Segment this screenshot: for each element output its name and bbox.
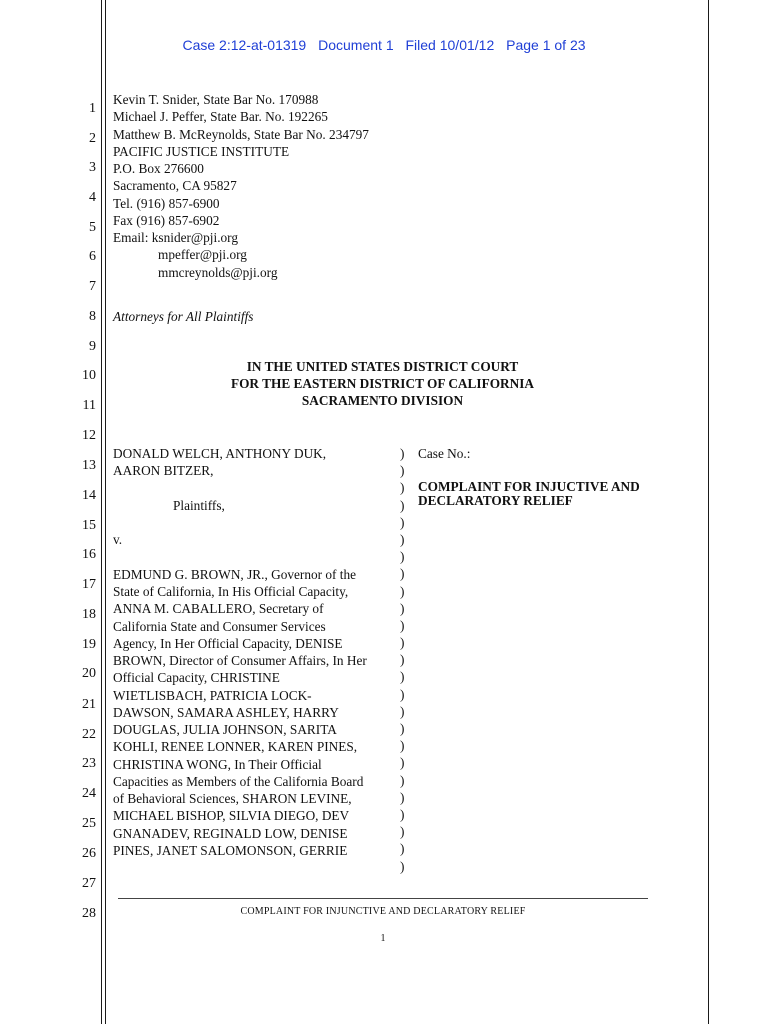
line-number: 19 [82,637,96,652]
paren-mark: ) [400,463,405,479]
paren-mark: ) [400,497,405,513]
line-number: 14 [82,488,96,503]
email-line: Email: ksnider@pji.org [113,230,239,245]
line-number: 20 [82,666,96,681]
paren-mark: ) [400,824,405,840]
paren-mark: ) [400,858,405,874]
paren-mark: ) [400,531,405,547]
paren-mark: ) [400,600,405,616]
line-number: 7 [89,279,96,294]
case-number: Case 2:12-at-01319 [182,37,307,53]
defendant-line: Capacities as Members of the California Board [113,774,364,789]
paren-mark: ) [400,772,405,788]
email-line: mpeffer@pji.org [158,247,247,262]
paren-mark: ) [400,583,405,599]
page-number: 1 [380,933,386,944]
firm-address-line: P.O. Box 276600 [113,161,204,176]
email-line: mmcreynolds@pji.org [158,265,278,280]
paren-mark: ) [400,841,405,857]
defendant-line: KOHLI, RENEE LONNER, KAREN PINES, [113,739,358,754]
defendant-line: MICHAEL BISHOP, SILVIA DIEGO, DEV [113,808,350,823]
paren-mark: ) [400,635,405,651]
case-no-label: Case No.: [418,446,471,461]
paren-mark: ) [400,755,405,771]
attorney-line: Michael J. Peffer, State Bar. No. 192265 [113,109,328,124]
defendant-line: DAWSON, SAMARA ASHLEY, HARRY [113,705,339,720]
paren-mark: ) [400,686,405,702]
filed-date: Filed 10/01/12 [405,37,495,53]
defendant-line: Agency, In Her Official Capacity, DENISE [113,636,343,651]
caption-parentheses [400,445,410,875]
line-number: 15 [82,518,96,533]
defendant-line: EDMUND G. BROWN, JR., Governor of the [113,567,357,582]
paren-mark: ) [400,549,405,565]
line-number: 13 [82,458,96,473]
court-title-line: FOR THE EASTERN DISTRICT OF CALIFORNIA [230,376,535,392]
versus: v. [113,532,123,547]
document-number: Document 1 [318,37,394,53]
footer-title: COMPLAINT FOR INJUNCTIVE AND DECLARATORY RELIEF [240,906,526,917]
court-title-line: SACRAMENTO DIVISION [301,393,464,409]
paren-mark: ) [400,446,405,461]
defendant-line: DOUGLAS, JULIA JOHNSON, SARITA [113,722,337,737]
defendant-line: GNANADEV, REGINALD LOW, DENISE [113,826,348,841]
firm-name: PACIFIC JUSTICE INSTITUTE [113,144,290,159]
defendant-line: BROWN, Director of Consumer Affairs, In Her [113,653,367,668]
footer-rule [118,898,648,899]
paren-mark: ) [400,721,405,736]
defendant-line: Official Capacity, CHRISTINE [113,670,280,685]
page-indicator: Page 1 of 23 [506,37,586,53]
line-number: 8 [89,309,96,324]
defendant-line: ANNA M. CABALLERO, Secretary of [113,601,324,616]
left-margin-rule-inner [105,0,106,1024]
defendant-line: of Behavioral Sciences, SHARON LEVINE, [113,791,352,806]
paren-mark: ) [400,652,405,668]
line-number: 6 [89,249,96,264]
line-number: 10 [82,368,96,383]
paren-mark: ) [400,669,405,685]
defendant-line: PINES, JANET SALOMONSON, GERRIE [113,843,348,858]
plaintiffs-label: Plaintiffs, [173,498,225,513]
firm-address-line: Sacramento, CA 95827 [113,178,237,193]
left-margin-rule-outer [101,0,102,1024]
line-number: 5 [89,220,96,235]
paren-mark: ) [400,514,405,530]
line-number: 28 [82,906,96,921]
line-number: 26 [82,846,96,861]
paren-mark: ) [400,703,405,719]
right-margin-rule [708,0,709,1024]
line-number: 27 [82,876,96,891]
attorney-role: Attorneys for All Plaintiffs [113,309,254,324]
paren-mark: ) [400,617,405,633]
line-number: 2 [89,131,96,146]
line-number: 9 [89,339,96,354]
ecf-header [0,37,768,53]
attorney-line: Kevin T. Snider, State Bar No. 170988 [113,92,319,107]
line-number: 12 [82,428,96,443]
telephone: Tel. (916) 857-6900 [113,196,220,211]
paren-mark: ) [400,789,405,805]
complaint-title-line: DECLARATORY RELIEF [418,493,573,508]
paren-mark: ) [400,480,405,496]
line-number: 25 [82,816,96,831]
defendant-line: State of California, In His Official Capacity, [113,584,349,599]
plaintiff-names: AARON BITZER, [113,463,214,478]
line-number: 24 [82,786,96,801]
line-number: 3 [89,160,96,175]
court-title [110,358,655,410]
attorney-line: Matthew B. McReynolds, State Bar No. 234797 [113,127,369,142]
line-number: 22 [82,727,96,742]
line-number: 16 [82,547,96,562]
defendant-line: California State and Consumer Services [113,619,326,634]
line-number: 23 [82,756,96,771]
paren-mark: ) [400,806,405,822]
defendant-line: WIETLISBACH, PATRICIA LOCK- [113,688,312,703]
line-number: 21 [82,697,96,712]
complaint-title-line: COMPLAINT FOR INJUCTIVE AND [418,479,640,494]
line-number: 17 [82,577,96,592]
paren-mark: ) [400,738,405,754]
fax: Fax (916) 857-6902 [113,213,220,228]
defendant-line: CHRISTINA WONG, In Their Official [113,757,322,772]
plaintiff-names: DONALD WELCH, ANTHONY DUK, [113,446,327,461]
line-number: 18 [82,607,96,622]
paren-mark: ) [400,566,405,582]
line-number: 1 [89,101,96,116]
court-title-line: IN THE UNITED STATES DISTRICT COURT [246,359,519,374]
line-number: 4 [89,190,96,205]
line-number: 11 [82,398,96,413]
